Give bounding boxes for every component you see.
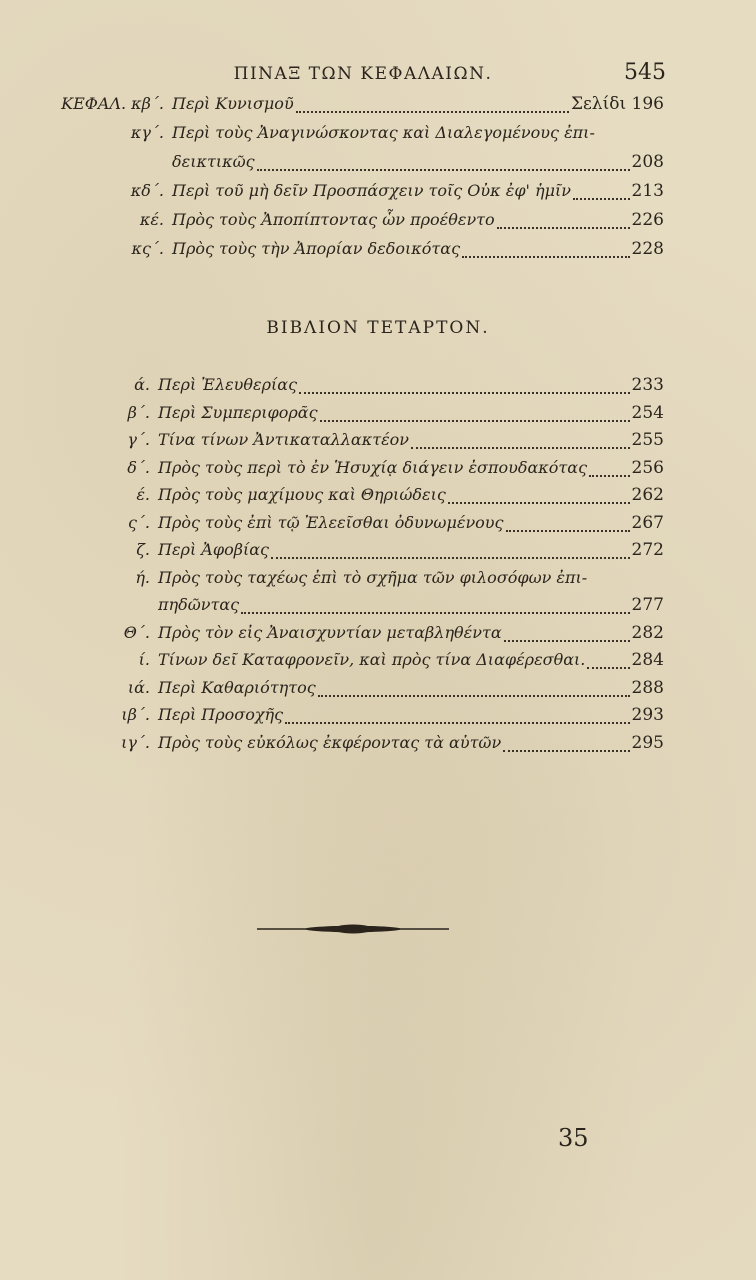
chapter-title: Πρὸς τοὺς μαχίμους καὶ Θηριώδεις [158, 485, 446, 504]
leader-dots [320, 420, 630, 422]
toc-entry [60, 595, 664, 621]
chapter-page: 233 [631, 375, 664, 395]
toc-entry [60, 623, 664, 649]
chapter-title: Περὶ τοὺς Ἀναγινώσκοντας καὶ Διαλεγομένους ἐπι- [172, 123, 595, 142]
ornament-divider [255, 922, 451, 936]
chapter-number: ζ. [136, 540, 150, 559]
chapter-title: Περὶ Καθαριότητος [158, 677, 316, 697]
chapter-title: δεικτικῶς [172, 152, 255, 171]
chapter-page: Σελίδι 196 [570, 94, 664, 114]
toc-entry [60, 650, 664, 676]
chapter-page: 272 [631, 540, 664, 560]
chapter-page: 255 [631, 430, 664, 450]
chapter-number: β΄. [127, 402, 150, 422]
chapter-page: 284 [631, 650, 664, 670]
chapter-number: ιγ΄. [121, 732, 150, 752]
chapter-number: Θ΄. [123, 622, 150, 642]
leader-dots [573, 198, 630, 200]
chapter-title: Πρὸς τοὺς ἐπὶ τῷ Ἐλεεῖσθαι ὀδυνωμένους [158, 512, 504, 532]
chapter-title: Τίνων δεῖ Καταφρονεῖν, καὶ πρὸς τίνα Διαφέρεσθαι. [158, 650, 586, 669]
toc-entry [60, 239, 664, 265]
chapter-title: Πρὸς τοὺς εὐκόλως ἐκφέροντας τὰ αὐτῶν [158, 732, 502, 752]
signature-mark: 35 [558, 1124, 589, 1152]
toc-entry [60, 375, 664, 401]
leader-dots [504, 640, 630, 642]
toc-entry [60, 430, 664, 456]
chapter-number: δ΄. [127, 457, 150, 477]
leader-dots [589, 475, 630, 477]
book-heading: ΒΙΒΛΙΟΝ ΤΕΤΑΡΤΟΝ. [266, 318, 490, 338]
toc-entry [60, 485, 664, 511]
chapter-number: ΚΕΦΑΛ. κβ΄. [61, 94, 164, 113]
toc-entry [60, 403, 664, 429]
chapter-number: γ΄. [127, 430, 150, 449]
chapter-title: Πρὸς τὸν εἰς Ἀναισχυντίαν μεταβληθέντα [158, 622, 502, 642]
leader-dots [411, 447, 630, 449]
leader-dots [271, 557, 630, 559]
toc-entry [60, 705, 664, 731]
chapter-number: κς΄. [131, 239, 164, 258]
chapter-number: ί. [138, 650, 150, 669]
chapter-number: κέ. [139, 210, 164, 229]
chapter-page: 256 [631, 457, 664, 478]
toc-entry [60, 568, 664, 594]
toc-entry [60, 152, 664, 178]
chapter-title: Περὶ Ἐλευθερίας [158, 375, 298, 394]
leader-dots [296, 111, 569, 113]
chapter-title: Περὶ Ἀφοβίας [158, 540, 269, 559]
toc-entry [60, 458, 664, 484]
chapter-title: Περὶ Κυνισμοῦ [172, 94, 294, 113]
leader-dots [462, 256, 630, 258]
leader-dots [285, 722, 629, 724]
chapter-title: Τίνα τίνων Ἀντικαταλλακτέον [158, 430, 410, 449]
leader-dots [318, 695, 630, 697]
toc-entry [60, 733, 664, 759]
page-number: 545 [624, 60, 666, 85]
page-header [60, 60, 666, 90]
toc-entry [60, 181, 664, 207]
chapter-title: Περὶ Συμπεριφορᾶς [158, 402, 318, 422]
running-title: ΠΙΝΑΞ ΤΩΝ ΚΕΦΑΛΑΙΩΝ. [233, 64, 493, 84]
chapter-number: ά. [134, 375, 150, 394]
leader-dots [448, 502, 630, 504]
chapter-number: ς΄. [127, 512, 150, 532]
chapter-number: κδ΄. [130, 181, 164, 200]
chapter-page: 226 [631, 210, 664, 230]
toc-entry [60, 123, 664, 149]
leader-dots [257, 169, 630, 171]
toc-entry [60, 513, 664, 539]
chapter-page: 288 [631, 677, 664, 698]
leader-dots [241, 612, 629, 614]
leader-dots [506, 530, 630, 532]
chapter-page: 282 [631, 622, 664, 643]
chapter-title: Περὶ τοῦ μὴ δεῖν Προσπάσχειν τοῖς Οὐκ ἐφ' ἡμῖν [172, 181, 571, 200]
chapter-number: κγ΄. [130, 123, 164, 142]
leader-dots [299, 392, 629, 394]
chapter-title: πηδῶντας [158, 595, 240, 614]
chapter-page: 295 [631, 732, 664, 753]
chapter-number: ή. [135, 567, 150, 587]
chapter-number: έ. [136, 485, 150, 504]
chapter-title: Πρὸς τοὺς ταχέως ἐπὶ τὸ σχῆμα τῶν φιλοσόφων ἐπι- [158, 567, 588, 587]
chapter-number: ιά. [127, 677, 150, 697]
leader-dots [587, 667, 629, 669]
chapter-page: 293 [631, 705, 664, 725]
chapter-page: 254 [631, 402, 664, 423]
chapter-title: Περὶ Προσοχῆς [158, 705, 284, 724]
toc-entry [60, 678, 664, 704]
chapter-page: 213 [631, 181, 664, 201]
toc-entry [60, 94, 664, 120]
chapter-page: 208 [631, 152, 664, 172]
toc-entry [60, 210, 664, 236]
chapter-title: Πρὸς τοὺς τὴν Ἀπορίαν δεδοικότας [172, 239, 461, 258]
chapter-page: 277 [631, 595, 664, 615]
toc-entry [60, 540, 664, 566]
leader-dots [497, 227, 630, 229]
chapter-title: Πρὸς τοὺς περὶ τὸ ἐν Ἡσυχίᾳ διάγειν ἐσπουδακότας [158, 457, 588, 477]
chapter-page: 267 [631, 512, 664, 533]
chapter-page: 228 [631, 239, 664, 259]
leader-dots [503, 750, 629, 752]
chapter-number: ιβ΄. [121, 705, 150, 724]
chapter-title: Πρὸς τοὺς Ἀποπίπτοντας ὧν προέθεντο [172, 210, 495, 229]
chapter-page: 262 [631, 485, 664, 505]
